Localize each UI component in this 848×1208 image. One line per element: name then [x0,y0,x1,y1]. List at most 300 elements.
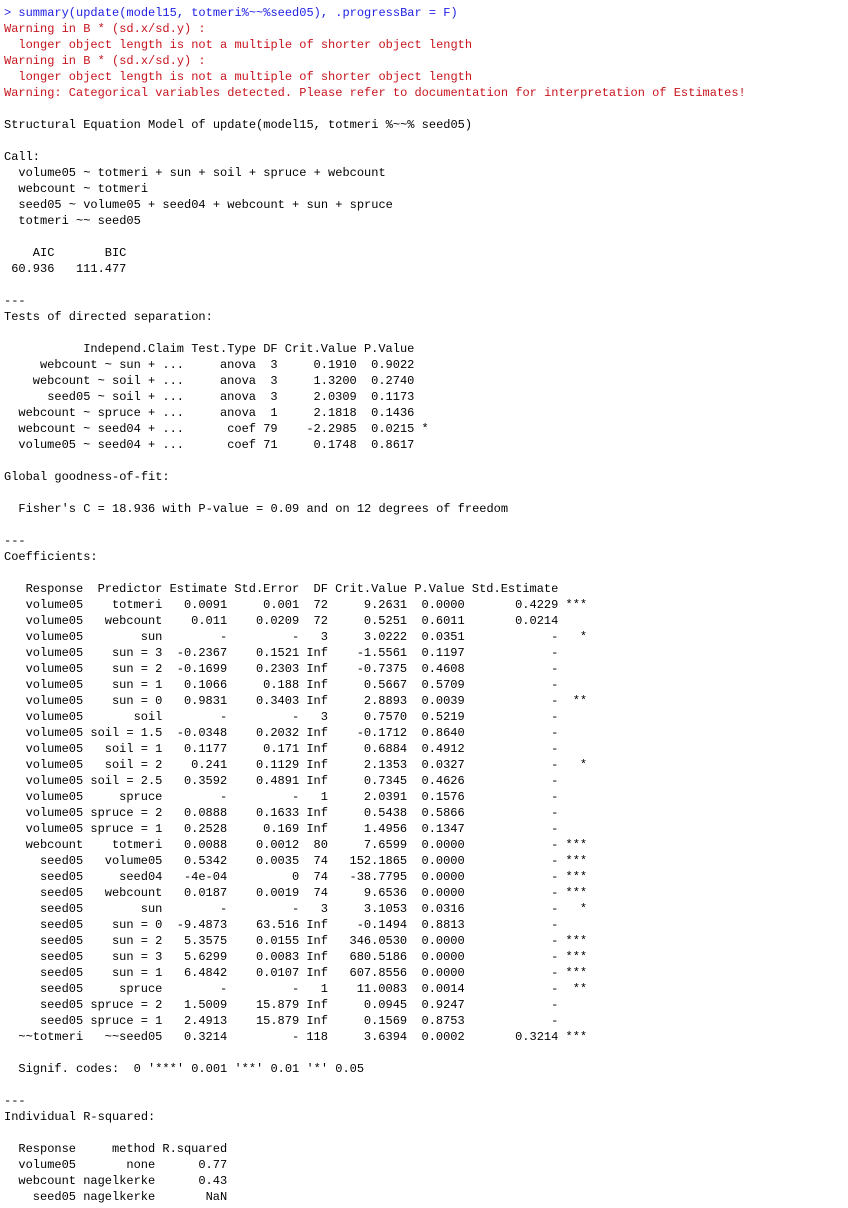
coef-cell: - [551,982,559,996]
coef-row [4,757,848,773]
coef-cell: 0.2032 [255,726,300,740]
coef-cell: 0.0888 [183,806,228,820]
coef-cell: - [291,902,300,916]
coef-cell: sun [140,902,163,916]
coef-cell: 0.5342 [183,854,228,868]
blank-line [4,133,848,149]
coef-cell: *** [565,854,588,868]
coef-cell: -0.0348 [176,726,228,740]
dsep-row [4,437,848,453]
coef-cell: 0.0000 [421,934,465,948]
coef-cell: 0.0351 [421,630,465,644]
coef-cell: seed05 [39,982,84,996]
dsep-cell: 3 [270,390,278,404]
coef-cell: * [579,630,588,644]
dsep-row [4,421,848,437]
dsep-cell: 0.8617 [371,438,415,452]
coef-header-cell: Crit.Value [335,582,408,596]
dsep-cell: 2.0309 [313,390,357,404]
coef-cell: 0.1633 [255,806,300,820]
coef-cell: 0 [291,870,300,884]
coef-cell: 74 [313,870,328,884]
coef-cell: 2.8893 [363,694,408,708]
coef-cell: -0.1712 [356,726,408,740]
coef-cell: volume05 [104,854,163,868]
coef-cell: - [219,710,228,724]
coef-cell: volume05 [25,630,84,644]
r2-cell: none [126,1158,156,1172]
coef-cell: 346.0530 [349,934,408,948]
dsep-header-cell: Crit.Value [284,342,357,356]
coef-cell: Inf [306,694,328,708]
coef-cell: 0.1347 [421,822,465,836]
coef-cell: 15.879 [255,1014,300,1028]
dsep-row [4,373,848,389]
coef-cell: sun = 3 [111,950,163,964]
dsep-cell: -2.2985 [306,422,357,436]
r2-cell: seed05 [32,1190,76,1204]
coef-cell: 0.0316 [421,902,465,916]
blank-line [4,229,848,245]
coef-cell: 0.1521 [255,646,300,660]
coef-cell: Inf [306,1014,328,1028]
coef-cell: volume05 [25,790,84,804]
coef-cell: 0.2303 [255,662,300,676]
coef-cell: 74 [313,854,328,868]
coef-cell: 0.0209 [255,614,300,628]
call-line: volume05 ~ totmeri + sun + soil + spruce + webcount [4,166,386,180]
coef-cell: 2.1353 [363,758,408,772]
coef-cell [566,789,588,805]
coef-cell: 0.188 [263,678,300,692]
coef-cell: - [551,710,559,724]
coef-cell: 0.5219 [421,710,465,724]
coef-cell: totmeri [111,838,163,852]
coef-cell: 0.0107 [255,966,300,980]
dsep-cell: webcount ~ seed04 + ... [18,422,185,436]
coef-cell: 0.0000 [421,838,465,852]
coef-cell: seed05 [39,886,84,900]
coef-cell: - [551,726,559,740]
coef-cell: spruce = 1 [90,1014,163,1028]
coef-cell: - [551,646,559,660]
coef-row [4,773,848,789]
coef-cell: webcount [25,838,84,852]
coef-cell: 0.3214 [183,1030,228,1044]
coef-cell: seed04 [119,870,163,884]
coef-cell: 0.8640 [421,726,465,740]
coef-cell: 2.0391 [363,790,408,804]
coef-cell [566,805,588,821]
coef-cell: 0.1066 [183,678,228,692]
coef-cell: 0.0000 [421,598,465,612]
r2-cell: volume05 [18,1158,76,1172]
coef-cell: 0.1569 [363,1014,408,1028]
coef-cell: - [551,870,559,884]
coef-cell: 152.1865 [349,854,408,868]
coef-cell: spruce = 2 [90,998,163,1012]
coef-cell: 0.0088 [183,838,228,852]
coef-cell: volume05 [25,774,84,788]
coef-cell: 5.3575 [183,934,228,948]
coef-row [4,709,848,725]
coef-cell: 0.5866 [421,806,465,820]
coef-cell: - [551,662,559,676]
coef-cell: volume05 [25,646,84,660]
coef-cell: - [551,886,559,900]
coef-cell: -38.7795 [349,870,408,884]
coef-cell: - [219,902,228,916]
coef-cell [566,997,588,1013]
coef-cell [566,1013,588,1029]
coef-cell: Inf [306,646,328,660]
coef-cell: seed05 [39,918,84,932]
coef-cell: 3.6394 [363,1030,408,1044]
call-line: totmeri ~~ seed05 [4,214,141,228]
coef-row [4,805,848,821]
dsep-cell: 3 [270,358,278,372]
coef-cell: 0.169 [263,822,300,836]
coef-cell: 3.1053 [363,902,408,916]
coef-cell: - [551,950,559,964]
coef-cell: 0.6884 [363,742,408,756]
coef-cell: 0.0214 [515,614,559,628]
coef-cell: 0.0000 [421,950,465,964]
dsep-cell: anova [219,358,256,372]
coef-cell: seed05 [39,966,84,980]
coef-cell: seed05 [39,950,84,964]
coef-cell: 0.9247 [421,998,465,1012]
r2-cell: nagelkerke [83,1190,156,1204]
r2-row [4,1157,848,1173]
coef-row [4,645,848,661]
coef-cell: spruce = 2 [90,806,163,820]
coef-cell: seed05 [39,902,84,916]
coef-row [4,837,848,853]
dsep-cell: 0.0215 [371,422,415,436]
coef-cell: 0.1177 [183,742,228,756]
section-separator: --- [4,1094,26,1108]
coef-cell: 0.5251 [363,614,408,628]
coef-cell: sun = 2 [111,662,163,676]
coef-cell: ~~totmeri [18,1030,84,1044]
fit-value: 111.477 [75,262,127,276]
blank-line [4,277,848,293]
coef-cell: * [579,758,588,772]
coef-cell: 0.171 [263,742,300,756]
coef-cell: - [291,710,300,724]
coef-cell: - [551,934,559,948]
coef-cell: volume05 [25,822,84,836]
coef-cell: 15.879 [255,998,300,1012]
dsep-cell [422,373,429,389]
dsep-cell: 0.9022 [371,358,415,372]
coef-cell: - [551,998,559,1012]
dsep-cell: anova [219,406,256,420]
dsep-cell: webcount ~ sun + ... [39,358,185,372]
coef-cell: volume05 [25,598,84,612]
dsep-cell: 79 [263,422,278,436]
r2-header-cell: method [111,1142,156,1156]
dsep-cell: anova [219,390,256,404]
coef-cell: 0.4912 [421,742,465,756]
coef-cell: seed05 [39,934,84,948]
coef-cell: - [291,1030,300,1044]
command-line: > summary(update(model15, totmeri%~~%seed05), .progressBar = F) [4,6,458,20]
coef-cell: 118 [306,1030,328,1044]
coef-cell: -9.4873 [176,918,228,932]
coef-cell: volume05 [25,758,84,772]
coef-cell: - [551,806,559,820]
coef-cell: Inf [306,966,328,980]
coef-cell: Inf [306,678,328,692]
coef-cell: 11.0083 [356,982,408,996]
dsep-row [4,389,848,405]
coef-cell: 0.6011 [421,614,465,628]
r2-cell: 0.77 [198,1158,228,1172]
coef-cell: Inf [306,918,328,932]
coef-cell: 0.7570 [363,710,408,724]
coef-cell: - [291,630,300,644]
dsep-cell: * [421,422,429,436]
coef-cell: 0.4891 [255,774,300,788]
coef-cell: 0.0327 [421,758,465,772]
fit-values-row [4,261,848,277]
dsep-header-cell: DF [263,342,278,356]
coef-cell: sun [140,630,163,644]
coef-header-cell: Std.Error [234,582,300,596]
coef-header-cell: DF [313,582,328,596]
call-line: webcount ~ totmeri [4,182,149,196]
coef-cell: - [551,790,559,804]
dsep-header [4,341,848,357]
r2-row [4,1189,848,1205]
dsep-title: Tests of directed separation: [4,310,213,324]
fit-header-cell: AIC [32,246,55,260]
coef-cell [566,821,588,837]
coef-cell: *** [565,886,588,900]
coef-header-cell: P.Value [414,582,465,596]
dsep-cell: 0.2740 [371,374,415,388]
coef-row [4,741,848,757]
coef-cell: -1.5561 [356,646,408,660]
coef-row [4,677,848,693]
dsep-header-cell: Independ.Claim [83,342,185,356]
coef-cell: 7.6599 [363,838,408,852]
coef-cell: volume05 [25,662,84,676]
coef-cell: *** [565,950,588,964]
coef-row [4,901,848,917]
coef-cell: 0.8753 [421,1014,465,1028]
coef-cell: - [551,822,559,836]
blank-line [4,1125,848,1141]
coef-row [4,997,848,1013]
call-label: Call: [4,150,41,164]
dsep-cell: webcount ~ soil + ... [32,374,185,388]
fit-header [4,245,848,261]
coef-row [4,661,848,677]
coef-cell: 0.3592 [183,774,228,788]
dsep-row [4,405,848,421]
coef-cell: volume05 [25,614,84,628]
dsep-cell: 1 [270,406,278,420]
section-separator: --- [4,294,26,308]
warning-line: longer object length is not a multiple of shorter object length [4,70,473,84]
coef-cell: 0.0091 [183,598,228,612]
coef-cell: *** [565,870,588,884]
coef-cell: 0.0187 [183,886,228,900]
dsep-cell [422,389,429,405]
coef-cell: 0.0019 [255,886,300,900]
coef-cell: Inf [306,774,328,788]
coef-cell: - [551,678,559,692]
coef-cell [566,741,588,757]
warning-line: longer object length is not a multiple of shorter object length [4,38,473,52]
coef-header-cell: Predictor [97,582,163,596]
coef-cell [566,677,588,693]
coef-cell: sun = 1 [111,966,163,980]
coef-cell: - [551,774,559,788]
gof-title: Global goodness-of-fit: [4,470,170,484]
call-line: seed05 ~ volume05 + seed04 + webcount + sun + spruce [4,198,393,212]
coef-cell: 0.9831 [183,694,228,708]
r2-row [4,1173,848,1189]
coef-cell: - [219,790,228,804]
blank-line [4,1045,848,1061]
coef-cell: 0.0002 [421,1030,465,1044]
coef-row [4,693,848,709]
coef-cell: spruce [119,982,163,996]
coef-cell: seed05 [39,870,84,884]
section-separator: --- [4,534,26,548]
coef-cell: -4e-04 [183,870,228,884]
coef-cell: 0.0014 [421,982,465,996]
coef-cell: 63.516 [255,918,300,932]
coef-cell: Inf [306,662,328,676]
coef-cell: 0.0000 [421,854,465,868]
coef-cell: 0.0000 [421,966,465,980]
coef-header-cell: Response [25,582,84,596]
coef-cell: Inf [306,758,328,772]
coef-cell: 9.6536 [363,886,408,900]
warning-line: Warning: Categorical variables detected. Please refer to documentation for interpretation of Estimates! [4,86,746,100]
coef-cell: - [551,838,559,852]
coef-cell: 3 [320,710,328,724]
blank-line [4,325,848,341]
coef-cell: volume05 [25,806,84,820]
coef-cell: 0.2528 [183,822,228,836]
coef-cell: 0.1129 [255,758,300,772]
dsep-cell: 0.1436 [371,406,415,420]
coef-cell: ** [572,694,588,708]
coef-cell: totmeri [111,598,163,612]
coef-cell: 0.0000 [421,886,465,900]
dsep-cell: 0.1748 [313,438,357,452]
coef-header-cell [566,581,588,597]
coef-cell [566,661,588,677]
coef-cell: -0.1494 [356,918,408,932]
coef-cell: volume05 [25,742,84,756]
dsep-cell: volume05 ~ seed04 + ... [18,438,185,452]
coef-cell: 2.4913 [183,1014,228,1028]
coef-cell: 0.0000 [421,870,465,884]
coef-header [4,581,848,597]
coef-row [4,869,848,885]
coef-cell: 0.241 [191,758,228,772]
coef-cell: Inf [306,934,328,948]
coef-cell: ** [572,982,588,996]
coef-cell: 9.2631 [363,598,408,612]
coef-cell: - [219,982,228,996]
coef-row [4,965,848,981]
coef-cell [566,917,588,933]
r2-header-cell: Response [18,1142,76,1156]
coef-cell: *** [565,838,588,852]
blank-line [4,517,848,533]
coef-row [4,789,848,805]
coef-cell: Inf [306,726,328,740]
dsep-header-cell: P.Value [363,342,415,356]
coef-cell: 0.4229 [515,598,559,612]
coef-cell: 3 [320,902,328,916]
coef-cell: 0.0083 [255,950,300,964]
coef-cell: - [291,790,300,804]
coef-row [4,597,848,613]
coef-header-cell: Estimate [169,582,228,596]
coef-cell: 0.8813 [421,918,465,932]
coef-cell: volume05 [25,726,84,740]
coef-cell: - [291,982,300,996]
coef-row [4,933,848,949]
coef-cell: sun = 0 [111,694,163,708]
coef-cell: 0.4626 [421,774,465,788]
coef-cell: seed05 [39,998,84,1012]
coef-cell: webcount [104,886,163,900]
coef-cell: 72 [313,598,328,612]
dsep-cell [422,405,429,421]
coef-cell: sun = 2 [111,934,163,948]
coef-cell: Inf [306,950,328,964]
coef-cell: 80 [313,838,328,852]
coef-cell [566,725,588,741]
coef-row [4,1013,848,1029]
coef-cell: 0.3403 [255,694,300,708]
coef-cell: 0.0035 [255,854,300,868]
coef-cell: - [551,742,559,756]
coef-row [4,725,848,741]
coef-row [4,629,848,645]
coef-cell: 6.4842 [183,966,228,980]
dsep-cell: anova [219,374,256,388]
dsep-cell: coef [227,422,256,436]
coef-cell: -0.2367 [176,646,228,660]
coef-cell: 3 [320,630,328,644]
coef-row [4,885,848,901]
coef-cell: 1 [320,790,328,804]
coef-cell: 0.0039 [421,694,465,708]
coef-cell: 1.4956 [363,822,408,836]
dsep-cell [422,437,429,453]
coef-cell: 0.1576 [421,790,465,804]
coef-row [4,613,848,629]
coef-cell: - [551,694,559,708]
warning-line: Warning in B * (sd.x/sd.y) : [4,54,206,68]
r2-cell: nagelkerke [83,1174,156,1188]
dsep-cell [422,357,429,373]
coef-cell: soil [133,710,163,724]
dsep-cell: 1.3200 [313,374,357,388]
dsep-cell: 71 [263,438,278,452]
